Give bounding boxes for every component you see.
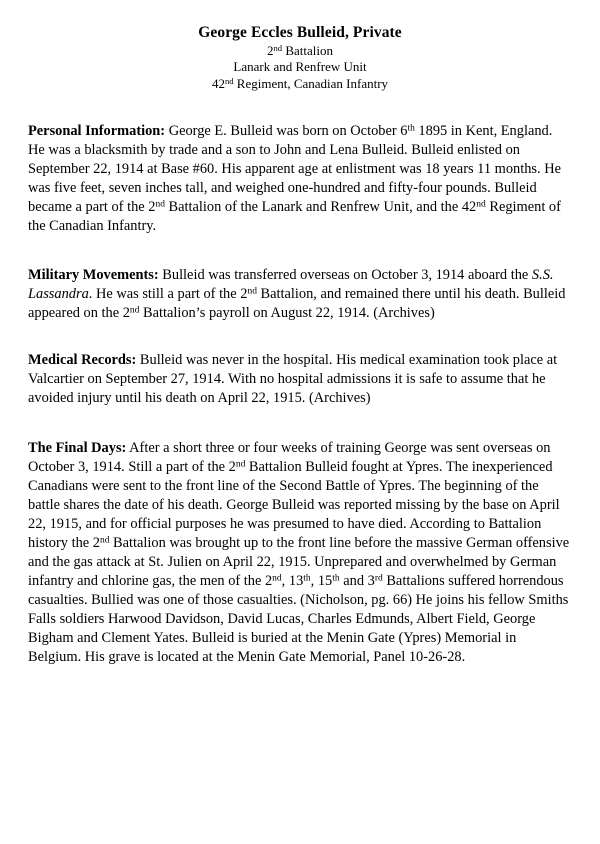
document-header: [28, 24, 572, 92]
final-ordinal-1: nd: [235, 459, 246, 470]
final-text-5: , 15: [310, 572, 333, 589]
personal-text-2: 1895 in Kent, England. He was a blacksmith by trade and a son to John and Lena Bulleid. Bulleid enlisted on September 22, 1914 at Base #60. His apparent age at enlistment was 18 years 11 months. He was five feet, seven inches tall, and weighed one-hundred and fifty-four pounds. Bulleid became a part of the 2: [28, 123, 561, 215]
military-text-2: . He was still a part of the 2: [88, 285, 248, 302]
final-text-6: and 3: [339, 572, 375, 589]
regiment-words: Regiment, Canadian Infantry: [233, 75, 389, 91]
section-medical-records: [28, 351, 572, 408]
final-text-1: After a short three or four weeks of training George was sent overseas on October 3, 1914. Still a part of the 2: [28, 440, 551, 476]
header-regiment-line: [28, 76, 572, 92]
battalion-ordinal-suffix: nd: [273, 42, 283, 53]
final-ordinal-5: th: [332, 573, 340, 584]
header-battalion-line: [28, 43, 572, 59]
medical-text-1: Bulleid was never in the hospital. His medical examination took place at Valcartier on September 27, 1914. With no hospital admissions it is safe to assume that he avoided injury until his death on April 22, 1915. (Archives): [28, 352, 558, 407]
personal-ordinal-1: th: [407, 123, 415, 134]
regiment-number: 42: [211, 75, 225, 91]
regiment-ordinal-suffix: nd: [224, 75, 234, 86]
header-unit-line: Lanark and Renfrew Unit: [233, 59, 367, 75]
military-text-1: Bulleid was transferred overseas on October 3, 1914 aboard the: [158, 266, 532, 283]
final-text-4: , 13: [281, 572, 304, 589]
final-text-3: Battalion was brought up to the front line before the massive German offensive and the gas attack at St. Julien on April 22, 1915. Unprepared and overwhelmed by German infantry and chlorine gas, the men of the 2: [28, 534, 570, 589]
final-ordinal-6: rd: [374, 573, 383, 584]
military-ordinal-2: nd: [129, 305, 140, 316]
final-text-7: Battalions suffered horrendous casualties. Bullied was one of those casualties. (Nicholson, pg. 66) He joins his fellow Smiths Falls soldiers Harwood Davidson, David Lucas, Charles Edmunds, Albert Field, George Bigham and Clement Yates. Bulleid is buried at the Menin Gate (Ypres) Memorial in Belgium. His grave is located at the Menin Gate Memorial, Panel 10-26-28.: [28, 572, 569, 665]
final-ordinal-3: nd: [272, 573, 282, 584]
personal-text-1: George E. Bulleid was born on October 6: [165, 123, 408, 140]
military-ordinal-1: nd: [247, 286, 257, 297]
ship-name: S.S. Lassandra: [28, 266, 554, 302]
section-label-medical-records: Medical Records:: [28, 352, 137, 369]
battalion-number: 2: [267, 42, 274, 58]
military-text-4: Battalion’s payroll on August 22, 1914. (Archives): [139, 304, 435, 321]
section-final-days: [28, 439, 572, 666]
section-military-movements: [28, 266, 572, 323]
military-text-3: Battalion, and remained there until his death. Bulleid appeared on the 2: [28, 285, 566, 321]
section-label-final-days: The Final Days:: [28, 440, 127, 457]
section-label-military-movements: Military Movements:: [28, 266, 159, 283]
section-label-personal-information: Personal Information:: [28, 123, 166, 140]
final-ordinal-2: nd: [99, 535, 110, 546]
final-ordinal-4: th: [303, 573, 311, 584]
personal-ordinal-3: nd: [476, 199, 486, 210]
personal-text-3: Battalion of the Lanark and Renfrew Unit, and the 42: [164, 198, 477, 215]
battalion-word: Battalion: [282, 42, 333, 58]
personal-ordinal-2: nd: [155, 199, 165, 210]
final-text-2: Battalion Bulleid fought at Ypres. The inexperienced Canadians were sent to the front line of the Second Battle of Ypres. The beginning of the battle shares the date of his death. George Bulleid was reported missing by the base on April 22, 1915, and for official purposes he was presumed to have died. According to Battalion history the 2: [28, 459, 560, 551]
personal-text-4: Regiment of the Canadian Infantry.: [28, 198, 561, 234]
page-title: George Eccles Bulleid, Private: [198, 24, 402, 41]
section-personal-information: [28, 122, 572, 236]
